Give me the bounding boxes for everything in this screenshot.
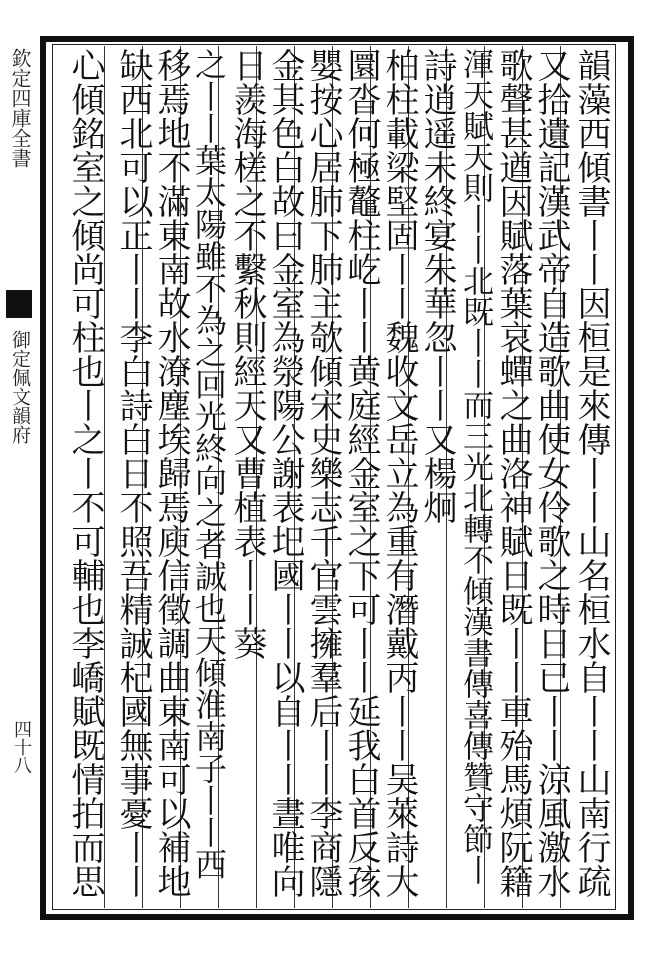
text-column-4: 渾天賦天則丨丨北既丨丨而三光北轉不傾漢書傳喜傳贊守節丨 (457, 48, 493, 885)
margin-book-title: 御定佩文韻府 (9, 330, 31, 444)
text-column-6: 柏柱載梁堅固丨丨魏收文岳立為重有潛戴丙丨丨吴萊詩大 (379, 48, 419, 898)
text-column-8: 嬰按心居肺下肺主欹傾宋史樂志千官雲擁羣后丨丨李商隱 (303, 48, 343, 898)
text-column-5: 詩逍遥未終宴朱華忽丨丨又楊炯 (417, 48, 457, 524)
text-column-10: 日羨海槎之不繫秋則經天又曹植表丨丨葵 (227, 48, 267, 660)
fishtail-mark (6, 290, 32, 318)
margin-page-number: 四十八 (11, 720, 32, 774)
text-column-11: 之丨丨葉太陽雖不為之回光終向之者誠也天傾淮南子丨丨西 (190, 48, 228, 880)
margin-series-title: 欽定四庫全書 (8, 48, 32, 168)
text-column-2: 又拾遺記漢武帝自造歌曲使女伶歌之時日已丨丨涼風激水 (531, 48, 571, 898)
text-column-14: 心傾銘室之傾尚可柱也丨之丨不可輔也李嶠賦既情拍而思 (65, 48, 105, 898)
text-column-9: 金其色白故曰金室為滎陽公謝表圯國丨丨以自丨丨晝唯向 (265, 48, 305, 898)
text-column-12: 移焉地不滿東南故水潦塵埃歸焉庾信徵調曲東南可以補地 (151, 48, 191, 898)
text-column-3: 歌聲甚遒因賦落葉哀蟬之曲洛神賦日既丨丨車殆馬煩阮籍 (493, 48, 533, 898)
text-column-1: 韻藻西傾書丨丨因桓是來傳丨丨山名桓水自丨丨山南行疏 (571, 48, 611, 898)
text-column-7: 圜沓何極鼇柱屹丨丨黄庭經金室之下可丨丨延我白首反孩 (341, 48, 381, 898)
text-column-13: 缺西北可以正丨丨李白詩白日不照吾精誠杞國無事憂丨丨 (113, 48, 153, 898)
